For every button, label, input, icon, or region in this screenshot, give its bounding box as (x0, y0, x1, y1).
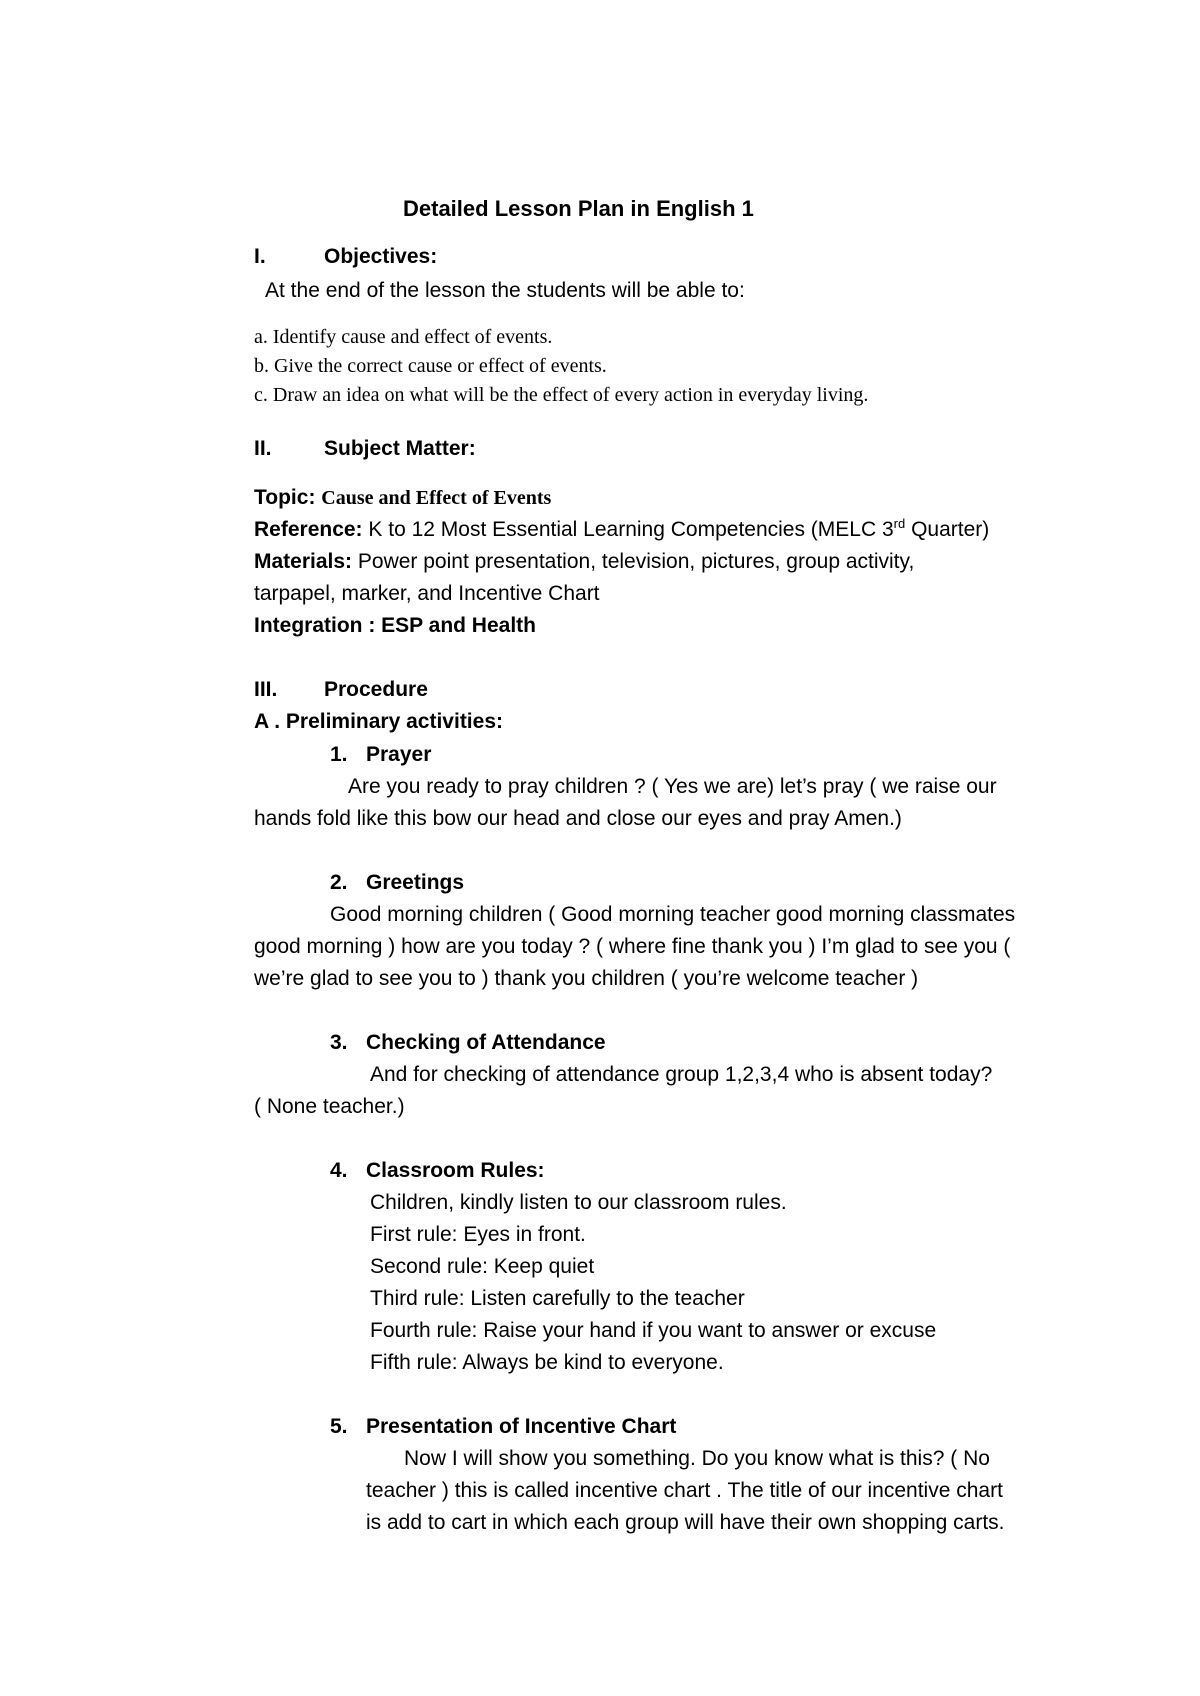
step-number: 2. (330, 871, 348, 894)
reference-superscript: rd (893, 516, 906, 531)
step-text: Children, kindly listen to our classroom rules. (370, 1191, 787, 1214)
materials-line (254, 548, 914, 576)
objectives-numeral: I. (254, 245, 266, 268)
reference-label: Reference: (254, 518, 363, 541)
procedure-numeral: III. (254, 678, 278, 701)
step-heading-prayer (330, 741, 431, 769)
step-text: Are you ready to pray children ? ( Yes we are) let’s pray ( we raise our (348, 775, 997, 798)
objective-item: c. Draw an idea on what will be the effect of every action in everyday living. (254, 384, 869, 406)
subject-matter-heading (254, 435, 476, 463)
step-text: And for checking of attendance group 1,2,3,4 who is absent today? (370, 1063, 993, 1086)
preliminary-activities-heading: A . Preliminary activities: (254, 710, 503, 733)
objectives-heading (254, 243, 437, 271)
step-number: 1. (330, 743, 348, 766)
topic-value: Cause and Effect of Events (321, 487, 552, 509)
step-text: we’re glad to see you to ) thank you children ( you’re welcome teacher ) (254, 967, 919, 990)
procedure-heading (254, 676, 428, 704)
step-number: 3. (330, 1031, 348, 1054)
step-title: Greetings (366, 871, 465, 894)
materials-label: Materials: (254, 550, 353, 573)
step-number: 4. (330, 1159, 348, 1182)
step-text: Good morning children ( Good morning teacher good morning classmates (330, 903, 1016, 926)
step-text: hands fold like this bow our head and close our eyes and pray Amen.) (254, 807, 902, 830)
topic-line (254, 484, 551, 512)
rule-line: Fourth rule: Raise your hand if you want to answer or excuse (370, 1319, 937, 1342)
objectives-title: Objectives: (324, 245, 438, 268)
materials-value: Power point presentation, television, pictures, group activity, (357, 550, 915, 573)
reference-value: K to 12 Most Essential Learning Competencies (MELC 3 (368, 518, 894, 541)
objective-item: a. Identify cause and effect of events. (254, 326, 553, 348)
materials-continuation: tarpapel, marker, and Incentive Chart (254, 582, 600, 605)
reference-line (254, 516, 989, 544)
objective-item: b. Give the correct cause or effect of events. (254, 355, 607, 377)
document-title: Detailed Lesson Plan in English 1 (403, 196, 754, 221)
step-text: is add to cart in which each group will have their own shopping carts. (366, 1511, 1005, 1534)
step-text: ( None teacher.) (254, 1095, 405, 1118)
step-title: Presentation of Incentive Chart (366, 1415, 677, 1438)
step-number: 5. (330, 1415, 348, 1438)
step-heading-incentive-chart (330, 1413, 676, 1441)
step-title: Classroom Rules: (366, 1159, 545, 1182)
step-text: good morning ) how are you today ? ( where fine thank you ) I’m glad to see you ( (254, 935, 1011, 958)
objectives-intro: At the end of the lesson the students will be able to: (265, 279, 745, 302)
rule-line: Second rule: Keep quiet (370, 1255, 595, 1278)
subject-matter-numeral: II. (254, 437, 272, 460)
rule-line: Third rule: Listen carefully to the teacher (370, 1287, 745, 1310)
reference-tail: Quarter) (905, 518, 990, 541)
procedure-title: Procedure (324, 678, 428, 701)
step-heading-greetings (330, 869, 464, 897)
step-title: Checking of Attendance (366, 1031, 606, 1054)
step-title: Prayer (366, 743, 432, 766)
step-heading-classroom-rules (330, 1157, 545, 1185)
step-text: Now I will show you something. Do you know what is this? ( No (404, 1447, 990, 1470)
subject-matter-title: Subject Matter: (324, 437, 476, 460)
topic-label: Topic: (254, 486, 316, 509)
integration-line: Integration : ESP and Health (254, 614, 536, 637)
step-heading-attendance (330, 1029, 606, 1057)
step-text: teacher ) this is called incentive chart . The title of our incentive chart (366, 1479, 1003, 1502)
rule-line: First rule: Eyes in front. (370, 1223, 586, 1246)
rule-line: Fifth rule: Always be kind to everyone. (370, 1351, 724, 1374)
